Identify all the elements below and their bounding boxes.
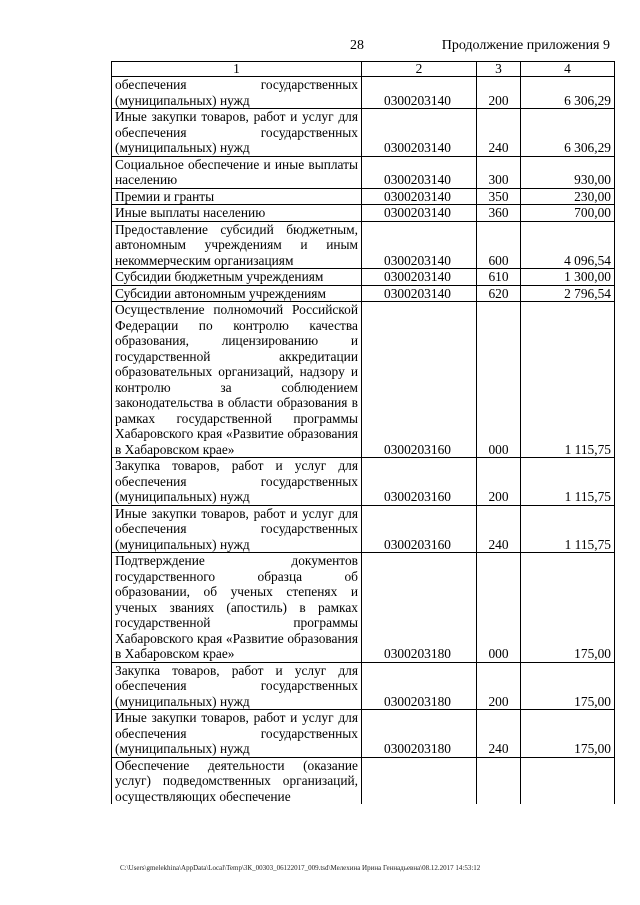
row-vr-cell: 620 — [477, 285, 521, 302]
row-name-cell: Социальное обеспечение и иные выплаты населению — [112, 156, 362, 188]
table-header-row — [112, 62, 615, 77]
row-code-cell: 0300203160 — [362, 458, 477, 506]
row-name-cell: Иные закупки товаров, работ и услуг для обеспечения государственных (муниципальных) нужд — [112, 505, 362, 553]
row-name-cell: Закупка товаров, работ и услуг для обеспечения государственных (муниципальных) нужд — [112, 662, 362, 710]
column-header-2: 2 — [362, 62, 477, 77]
row-amount-cell: 6 306,29 — [521, 109, 615, 157]
row-vr-cell: 240 — [477, 505, 521, 553]
table-row — [112, 302, 615, 458]
row-vr-cell: 360 — [477, 205, 521, 222]
row-code-cell: 0300203160 — [362, 302, 477, 458]
row-name-cell: Премии и гранты — [112, 188, 362, 205]
row-name-cell: Подтверждение документов государственного образца об образовании, об ученых степенях и ученых званиях (апостиль) в рамках государственной программы Хабаровского края «Развитие образования в Хабаровском крае» — [112, 553, 362, 663]
row-amount-cell: 175,00 — [521, 553, 615, 663]
row-amount-cell — [521, 757, 615, 804]
row-vr-cell: 240 — [477, 109, 521, 157]
row-code-cell: 0300203160 — [362, 505, 477, 553]
row-name-cell: Иные выплаты населению — [112, 205, 362, 222]
row-amount-cell: 4 096,54 — [521, 221, 615, 269]
table-row — [112, 285, 615, 302]
table-row — [112, 458, 615, 506]
row-code-cell — [362, 757, 477, 804]
row-code-cell: 0300203140 — [362, 269, 477, 286]
row-vr-cell: 610 — [477, 269, 521, 286]
row-vr-cell: 600 — [477, 221, 521, 269]
row-vr-cell: 200 — [477, 662, 521, 710]
row-code-cell: 0300203140 — [362, 77, 477, 109]
row-vr-cell: 300 — [477, 156, 521, 188]
table-row — [112, 269, 615, 286]
budget-table — [111, 61, 615, 804]
row-vr-cell: 200 — [477, 458, 521, 506]
row-code-cell: 0300203140 — [362, 205, 477, 222]
table-row — [112, 505, 615, 553]
row-name-cell: Закупка товаров, работ и услуг для обеспечения государственных (муниципальных) нужд — [112, 458, 362, 506]
row-code-cell: 0300203180 — [362, 553, 477, 663]
row-amount-cell: 175,00 — [521, 710, 615, 758]
row-name-cell: Предоставление субсидий бюджетным, автономным учреждениям и иным некоммерческим организациям — [112, 221, 362, 269]
row-code-cell: 0300203180 — [362, 710, 477, 758]
row-amount-cell: 2 796,54 — [521, 285, 615, 302]
file-path-footer: C:\Users\gmelekhina\AppData\Local\Temp\3К_00303_06122017_009.tsd\Мелехина Ирина Геннадьевна\08.12.2017 14:53:12 — [120, 864, 481, 872]
row-amount-cell: 6 306,29 — [521, 77, 615, 109]
table-row — [112, 662, 615, 710]
table-row — [112, 710, 615, 758]
row-code-cell: 0300203140 — [362, 156, 477, 188]
column-header-3: 3 — [477, 62, 521, 77]
row-name-cell: Субсидии автономным учреждениям — [112, 285, 362, 302]
row-name-cell: Иные закупки товаров, работ и услуг для обеспечения государственных (муниципальных) нужд — [112, 109, 362, 157]
table-row — [112, 757, 615, 804]
table-row — [112, 553, 615, 663]
row-vr-cell: 240 — [477, 710, 521, 758]
row-vr-cell — [477, 757, 521, 804]
row-amount-cell: 1 115,75 — [521, 458, 615, 506]
row-amount-cell: 1 115,75 — [521, 505, 615, 553]
row-name-cell: Обеспечение деятельности (оказание услуг) подведомственных организаций, осуществляющих обеспечение — [112, 757, 362, 804]
row-name-cell: обеспечения государственных (муниципальных) нужд — [112, 77, 362, 109]
table-row — [112, 77, 615, 109]
table-row — [112, 221, 615, 269]
row-amount-cell: 1 115,75 — [521, 302, 615, 458]
row-name-cell: Субсидии бюджетным учреждениям — [112, 269, 362, 286]
row-amount-cell: 175,00 — [521, 662, 615, 710]
row-code-cell: 0300203140 — [362, 109, 477, 157]
row-amount-cell: 700,00 — [521, 205, 615, 222]
row-vr-cell: 000 — [477, 302, 521, 458]
column-header-1: 1 — [112, 62, 362, 77]
row-amount-cell: 1 300,00 — [521, 269, 615, 286]
table-row — [112, 109, 615, 157]
table-row — [112, 188, 615, 205]
row-code-cell: 0300203140 — [362, 285, 477, 302]
row-amount-cell: 930,00 — [521, 156, 615, 188]
continuation-label: Продолжение приложения 9 — [441, 38, 610, 53]
row-vr-cell: 200 — [477, 77, 521, 109]
page-number: 28 — [350, 38, 364, 53]
row-name-cell: Иные закупки товаров, работ и услуг для обеспечения государственных (муниципальных) нужд — [112, 710, 362, 758]
row-name-cell: Осуществление полномочий Российской Федерации по контролю качества образования, лицензированию и государственной аккредитации образовательных организаций, надзору и контролю за соблюдением законодательства в области образования в рамках государственной программы Хабаровского края «Развитие образования в Хабаровском крае» — [112, 302, 362, 458]
row-vr-cell: 350 — [477, 188, 521, 205]
row-vr-cell: 000 — [477, 553, 521, 663]
column-header-4: 4 — [521, 62, 615, 77]
row-code-cell: 0300203140 — [362, 221, 477, 269]
table-row — [112, 156, 615, 188]
row-amount-cell: 230,00 — [521, 188, 615, 205]
row-code-cell: 0300203180 — [362, 662, 477, 710]
table-row — [112, 205, 615, 222]
row-code-cell: 0300203140 — [362, 188, 477, 205]
